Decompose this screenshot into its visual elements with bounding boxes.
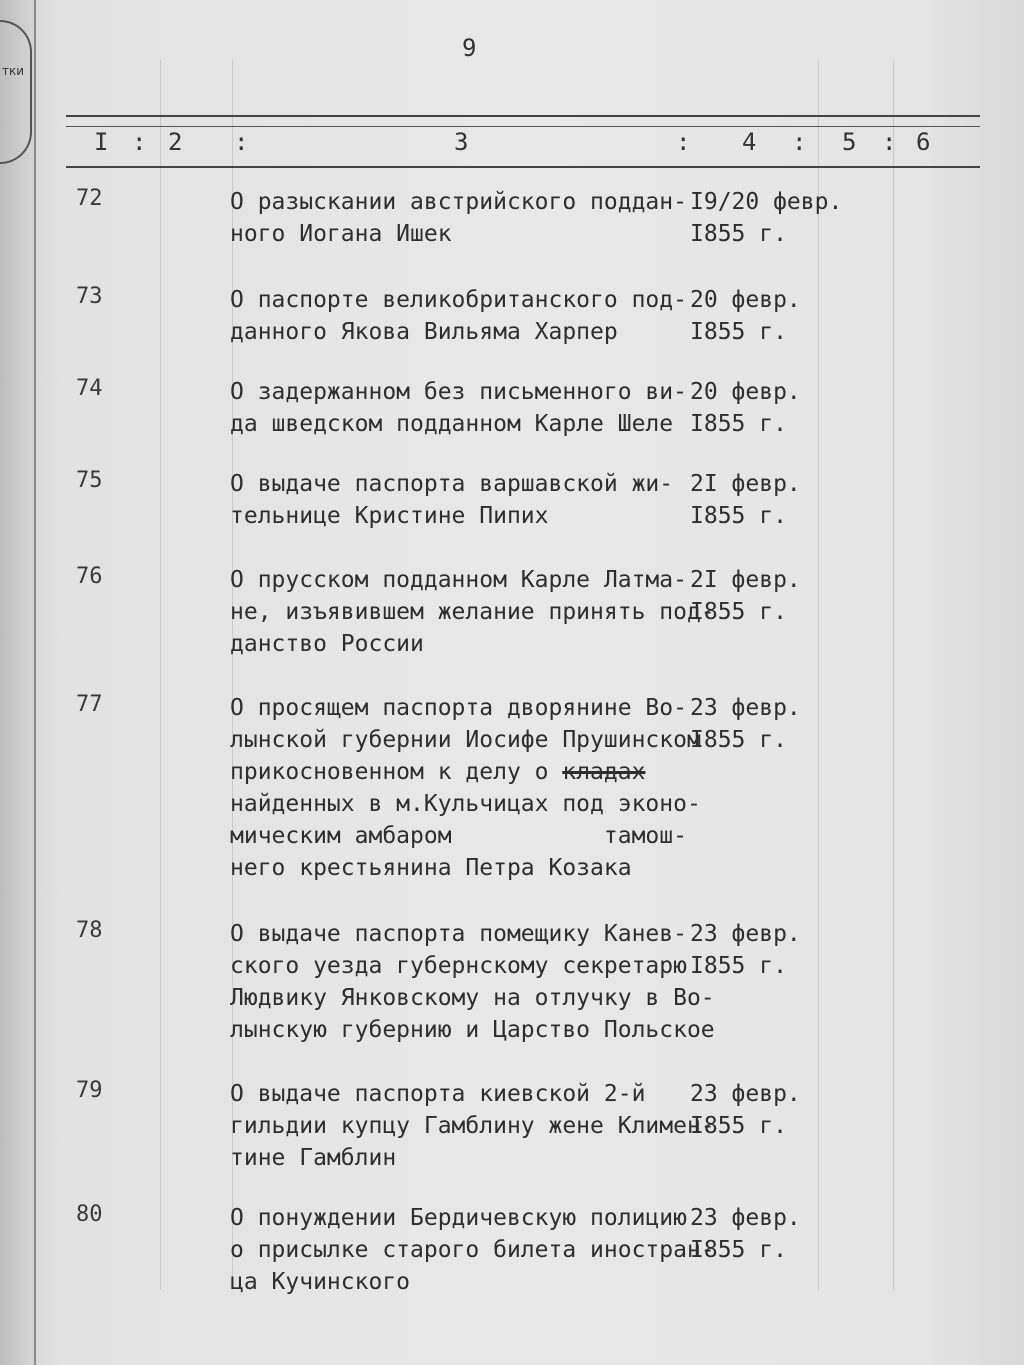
entry-number: 80 <box>76 1202 103 1227</box>
entry-date: I9/20 февр. I855 г. <box>690 189 843 247</box>
entry-line: мическим амбаром тамош- <box>230 823 687 849</box>
column-number-header <box>66 128 980 164</box>
entry-title: О выдаче паспорта помещику Канев- ского уезда губернскому секретарю Людвику Янковскому на отлучку в Во- лынскую губернию и Царство Польское <box>230 921 715 1043</box>
entry-date: 20 февр. I855 г. <box>690 287 801 345</box>
margin-fragment: тки <box>2 64 25 78</box>
entry-date: 23 февр. I855 г. <box>690 921 801 979</box>
column-header-sep: : <box>234 128 249 156</box>
struck-word: кладах <box>562 759 646 785</box>
header-rule-bottom <box>66 166 980 168</box>
entry-line: О просящем паспорта дворянине Во- <box>230 695 687 721</box>
entry-line: него крестьянина Петра Козака <box>230 855 632 881</box>
column-header-4: 4 <box>742 128 757 156</box>
column-header-5: 5 <box>842 128 857 156</box>
entry-title: О паспорте великобританского под- данного Якова Вильяма Харпер <box>230 287 687 345</box>
header-rule-middle <box>66 126 980 127</box>
entry-title: О задержанном без письменного ви- да шведском подданном Карле Шеле <box>230 379 687 437</box>
entry-number: 78 <box>76 918 103 943</box>
header-rule-top <box>66 115 980 117</box>
column-divider <box>893 60 894 1290</box>
page-number: 9 <box>462 34 477 62</box>
entry-date: 23 февр. I855 г. <box>690 695 801 753</box>
column-header-3: 3 <box>454 128 469 156</box>
entry-number: 72 <box>76 186 103 211</box>
entry-line: найденных в м.Кульчицах под эконо- <box>230 791 701 817</box>
column-divider <box>160 60 161 1290</box>
margin-bracket <box>0 20 32 164</box>
entry-line: прикосновенном к делу о <box>230 759 563 785</box>
entry-number: 79 <box>76 1078 103 1103</box>
entry-date: 2I февр. I855 г. <box>690 471 801 529</box>
entry-number: 74 <box>76 376 103 401</box>
entry-title: О выдаче паспорта киевской 2-й гильдии купцу Гамблину жене Климен- тине Гамблин <box>230 1081 715 1171</box>
column-header-1: I <box>94 128 109 156</box>
entry-date: 23 февр. I855 г. <box>690 1081 801 1139</box>
adjacent-page-edge <box>0 0 36 1365</box>
entry-number: 76 <box>76 564 103 589</box>
entry-title: О понуждении Бердичевскую полицию о присылке старого билета иностран- ца Кучинского <box>230 1205 715 1295</box>
entry-title: О разыскании австрийского поддан- ного Иогана Ишек <box>230 189 687 247</box>
entry-number: 77 <box>76 692 103 717</box>
column-header-sep: : <box>132 128 147 156</box>
entry-number: 73 <box>76 284 103 309</box>
entry-number: 75 <box>76 468 103 493</box>
entry-title: О выдаче паспорта варшавской жи- тельнице Кристине Пипих <box>230 471 674 529</box>
entry-date: 23 февр. I855 г. <box>690 1205 801 1263</box>
entry-line: лынской губернии Иосифе Прушинском <box>230 727 701 753</box>
entry-title <box>230 692 700 884</box>
column-header-2: 2 <box>168 128 183 156</box>
column-header-sep: : <box>882 128 897 156</box>
entry-title: О прусском подданном Карле Латма- не, изъявившем желание принять под- данство России <box>230 567 715 657</box>
column-header-sep: : <box>676 128 691 156</box>
column-header-6: 6 <box>916 128 931 156</box>
column-header-sep: : <box>792 128 807 156</box>
entry-date: 2I февр. I855 г. <box>690 567 801 625</box>
entry-date: 20 февр. I855 г. <box>690 379 801 437</box>
